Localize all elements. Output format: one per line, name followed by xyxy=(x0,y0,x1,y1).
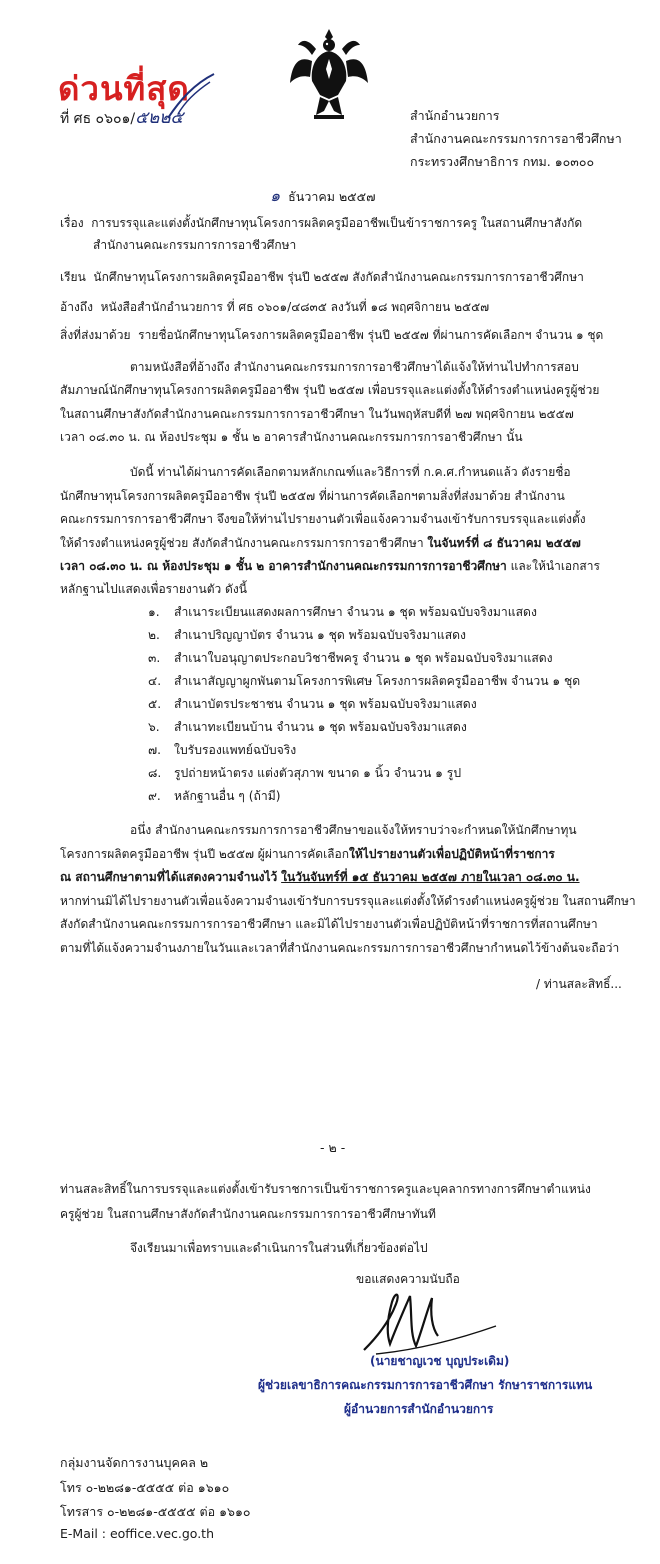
document-item-text: สำเนาระเบียนแสดงผลการศึกษา จำนวน ๑ ชุด พร้อมฉบับจริงมาแสดง xyxy=(174,605,537,619)
document-item xyxy=(148,649,553,668)
recipient-label: เรียน xyxy=(60,270,86,284)
para3-report-instruction: ให้ไปรายงานตัวเพื่อปฏิบัติหน้าที่ราชการ xyxy=(349,847,555,861)
continuation-marker: / ท่านสละสิทธิ์... xyxy=(536,977,622,991)
urgent-stamp: ด่วนที่สุด xyxy=(58,69,190,108)
document-item xyxy=(148,787,281,806)
document-item-text: สำเนาทะเบียนบ้าน จำนวน ๑ ชุด พร้อมฉบับจริงมาแสดง xyxy=(174,720,467,734)
org-line-2: สำนักงานคณะกรรมการการอาชีวศึกษา xyxy=(410,131,622,146)
closing-regards: ขอแสดงความนับถือ xyxy=(356,1272,460,1286)
page2-line-1: ท่านสละสิทธิ์ในการบรรจุและแต่งตั้งเข้ารับราชการเป็นข้าราชการครูและบุคลากรทางการศึกษาตำแหน่ง xyxy=(60,1182,591,1196)
document-item-text: สำเนาบัตรประชาชน จำนวน ๑ ชุด พร้อมฉบับจริงมาแสดง xyxy=(174,697,477,711)
enclosure-line xyxy=(60,326,603,345)
para1-line-1: ตามหนังสือที่อ้างถึง สำนักงานคณะกรรมการการอาชีวศึกษาได้แจ้งให้ท่านไปทำการสอบ xyxy=(130,360,579,374)
para2-line-5-normal: และให้นำเอกสาร xyxy=(510,559,600,573)
document-item-text: สำเนาสัญญาผูกพันตามโครงการพิเศษ โครงการผลิตครูมืออาชีพ จำนวน ๑ ชุด xyxy=(174,674,581,688)
document-number xyxy=(60,104,183,131)
letter-date xyxy=(270,184,376,209)
recipient-text: นักศึกษาทุนโครงการผลิตครูมืออาชีพ รุ่นปี ๒๕๕๗ สังกัดสำนักงานคณะกรรมการการอาชีวศึกษา xyxy=(93,270,584,284)
signer-title-1: ผู้ช่วยเลขาธิการคณะกรรมการการอาชีวศึกษา รักษาราชการแทน xyxy=(258,1378,593,1392)
para3-line-6: ตามที่ได้แจ้งความจำนงภายในวันและเวลาที่สำนักงานคณะกรรมการการอาชีวศึกษากำหนดไว้ข้างต้นจะถือว่า xyxy=(60,941,620,955)
para2-line-3: คณะกรรมการการอาชีวศึกษา จึงขอให้ท่านไปรายงานตัวเพื่อแจ้งความจำนงเข้ารับการบรรจุและแต่งตั้ง xyxy=(60,512,586,526)
org-line-3: กระทรวงศึกษาธิการ กทม. ๑๐๓๐๐ xyxy=(410,154,595,169)
document-item-text: รูปถ่ายหน้าตรง แต่งตัวสุภาพ ขนาด ๑ นิ้ว จำนวน ๑ รูป xyxy=(174,766,462,780)
document-item xyxy=(148,695,477,714)
org-line-1: สำนักอำนวยการ xyxy=(410,108,500,123)
para3-line-3 xyxy=(60,868,580,887)
signer-title-2: ผู้อำนวยการสำนักอำนวยการ xyxy=(344,1402,494,1416)
document-item xyxy=(148,626,466,645)
para1-line-4: เวลา ๐๘.๓๐ น. ณ ห้องประชุม ๑ ชั้น ๒ อาคารสำนักงานคณะกรรมการการอาชีวศึกษา นั้น xyxy=(60,430,523,444)
document-item-number: ๔. xyxy=(148,674,162,688)
signature xyxy=(356,1280,506,1358)
para3-report-place: ณ สถานศึกษาตามที่ได้แสดงความจำนงไว้ xyxy=(60,870,278,884)
reference-line xyxy=(60,298,489,317)
para3-report-deadline: ในวันจันทร์ที่ ๑๕ ธันวาคม ๒๕๕๗ ภายในเวลา ๐๘.๓๐ น. xyxy=(281,870,580,884)
document-item-number: ๗. xyxy=(148,743,162,757)
subject-text-1: การบรรจุและแต่งตั้งนักศึกษาทุนโครงการผลิตครูมืออาชีพเป็นข้าราชการครู ในสถานศึกษาสังกัด xyxy=(91,216,583,230)
document-item-number: ๙. xyxy=(148,789,161,803)
footer-division: กลุ่มงานจัดการงานบุคคล ๒ xyxy=(60,1455,209,1470)
para2-line-6: หลักฐานไปแสดงเพื่อรายงานตัว ดังนี้ xyxy=(60,582,247,596)
subject-line-1 xyxy=(60,214,582,233)
enclosure-text: รายชื่อนักศึกษาทุนโครงการผลิตครูมืออาชีพ รุ่นปี ๒๕๕๗ ที่ผ่านการคัดเลือกฯ จำนวน ๑ ชุด xyxy=(138,328,604,342)
para3-line-1: อนึ่ง สำนักงานคณะกรรมการการอาชีวศึกษาขอแจ้งให้ทราบว่าจะกำหนดให้นักศึกษาทุน xyxy=(130,823,577,837)
document-item-text: สำเนาใบอนุญาตประกอบวิชาชีพครู จำนวน ๑ ชุด พร้อมฉบับจริงมาแสดง xyxy=(174,651,553,665)
para2-meeting-date: ในจันทร์ที่ ๘ ธันวาคม ๒๕๕๗ xyxy=(427,536,581,550)
date-day-handwritten: ๑ xyxy=(270,186,281,205)
document-item-text: สำเนาปริญญาบัตร จำนวน ๑ ชุด พร้อมฉบับจริงมาแสดง xyxy=(174,628,467,642)
para2-line-5 xyxy=(60,557,600,576)
closing-request: จึงเรียนมาเพื่อทราบและดำเนินการในส่วนที่เกี่ยวข้องต่อไป xyxy=(130,1241,428,1255)
document-item-number: ๖. xyxy=(148,720,160,734)
document-item-number: ๘. xyxy=(148,766,162,780)
para2-line-2: นักศึกษาทุนโครงการผลิตครูมืออาชีพ รุ่นปี ๒๕๕๗ ที่ผ่านการคัดเลือกฯตามสิ่งที่ส่งมาด้วย สำนักงาน xyxy=(60,489,565,503)
reference-label: อ้างถึง xyxy=(60,300,93,314)
document-number-handwritten: ๕๒๒๕ xyxy=(135,108,184,128)
subject-line-2: สำนักงานคณะกรรมการการอาชีวศึกษา xyxy=(93,238,297,252)
document-item-number: ๓. xyxy=(148,651,161,665)
para2-meeting-place: เวลา ๐๘.๓๐ น. ณ ห้องประชุม ๑ ชั้น ๒ อาคารสำนักงานคณะกรรมการการอาชีวศึกษา xyxy=(60,559,507,573)
recipient-line xyxy=(60,268,584,287)
para2-line-4 xyxy=(60,534,581,553)
enclosure-label: สิ่งที่ส่งมาด้วย xyxy=(60,328,131,342)
footer-email: E-Mail : eoffice.vec.go.th xyxy=(60,1526,215,1541)
para2-line-1: บัดนี้ ท่านได้ผ่านการคัดเลือกตามหลักเกณฑ์และวิธีการที่ ก.ค.ศ.กำหนดแล้ว ดังรายชื่อ xyxy=(130,465,571,479)
signer-name: (นายชาญเวช บุญประเดิม) xyxy=(370,1354,510,1368)
reference-text: หนังสือสำนักอำนวยการ ที่ ศธ ๐๖๐๑/๔๘๓๕ ลงวันที่ ๑๘ พฤศจิกายน ๒๕๕๗ xyxy=(100,300,490,314)
subject-label: เรื่อง xyxy=(60,216,84,230)
para3-line-2-normal: โครงการผลิตครูมืออาชีพ รุ่นปี ๒๕๕๗ ผู้ผ่านการคัดเลือก xyxy=(60,847,350,861)
document-item-text: ใบรับรองแพทย์ฉบับจริง xyxy=(174,743,297,757)
document-item-number: ๒. xyxy=(148,628,160,642)
garuda-emblem xyxy=(288,25,370,121)
para2-line-4-normal: ให้ดำรงตำแหน่งครูผู้ช่วย สังกัดสำนักงานคณะกรรมการการอาชีวศึกษา xyxy=(60,536,424,550)
document-item-text: หลักฐานอื่น ๆ (ถ้ามี) xyxy=(174,789,281,803)
footer-phone: โทร ๐-๒๒๘๑-๕๕๕๕ ต่อ ๑๖๑๐ xyxy=(60,1480,230,1495)
para3-line-4: หากท่านมิได้ไปรายงานตัวเพื่อแจ้งความจำนงเข้ารับการบรรจุและแต่งตั้งให้ดำรงตำแหน่งครูผู้ช่วย ในสถานศึกษา xyxy=(60,894,636,908)
para1-line-2: สัมภาษณ์นักศึกษาทุนโครงการผลิตครูมืออาชีพ รุ่นปี ๒๕๕๗ เพื่อบรรจุและแต่งตั้งให้ดำรงตำแหน่งครูผู้ช่วย xyxy=(60,383,600,397)
document-item-number: ๕. xyxy=(148,697,162,711)
para3-line-5: สังกัดสำนักงานคณะกรรมการการอาชีวศึกษา และมิได้ไปรายงานตัวเพื่อปฏิบัติหน้าที่ราชการที่สถานศึกษา xyxy=(60,917,598,931)
page-number: - ๒ - xyxy=(320,1140,346,1155)
document-item-number: ๑. xyxy=(148,605,160,619)
para3-line-2 xyxy=(60,845,555,864)
document-number-prefix: ที่ ศธ ๐๖๐๑/ xyxy=(60,111,136,127)
document-item xyxy=(148,764,461,783)
document-item xyxy=(148,603,537,622)
para1-line-3: ในสถานศึกษาสังกัดสำนักงานคณะกรรมการการอาชีวศึกษา ในวันพฤหัสบดีที่ ๒๗ พฤศจิกายน ๒๕๕๗ xyxy=(60,407,574,421)
date-rest: ธันวาคม ๒๕๕๗ xyxy=(288,189,376,204)
document-item xyxy=(148,718,467,737)
document-item xyxy=(148,741,296,760)
footer-fax: โทรสาร ๐-๒๒๘๑-๕๕๕๕ ต่อ ๑๖๑๐ xyxy=(60,1504,251,1519)
document-item xyxy=(148,672,580,691)
page2-line-2: ครูผู้ช่วย ในสถานศึกษาสังกัดสำนักงานคณะกรรมการการอาชีวศึกษาทันที xyxy=(60,1207,436,1221)
